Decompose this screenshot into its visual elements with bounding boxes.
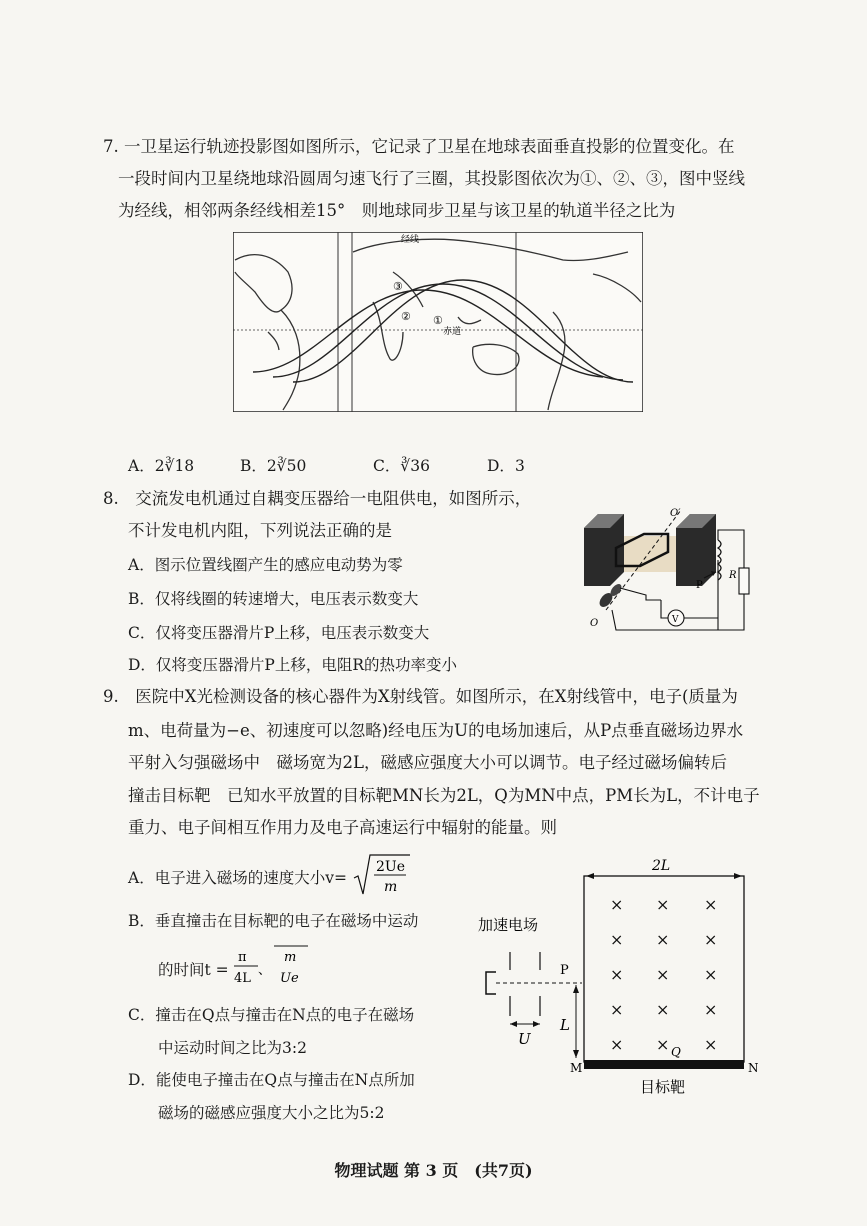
q7-line-2: 一段时间内卫星绕地球沿圆周匀速飞行了三圈，其投影图依次为①、②、③，图中竖线 — [118, 169, 745, 188]
longitude-label: 经线 — [401, 235, 420, 245]
svg-text:×: × — [610, 1000, 624, 1019]
orbit-2-label: ② — [401, 310, 411, 323]
generator-transformer-diagram — [576, 500, 766, 640]
field-crosses — [610, 895, 717, 1054]
q9-line-1: 9. 医院中X光检测设备的核心器件为X射线管。如图所示，在X射线管中，电子(质量为 — [103, 687, 738, 706]
q9-option-b-line-1: B．垂直撞击在目标靶的电子在磁场中运动 — [128, 912, 419, 930]
option-b-m: m — [284, 950, 297, 965]
q7-option-a: A．2∛18 — [128, 457, 195, 475]
satellite-track-map — [233, 232, 643, 412]
page-footer: 物理试题 第 3 页 (共7页) — [334, 1161, 533, 1180]
svg-text:×: × — [704, 1035, 718, 1054]
option-b-ue: Ue — [280, 971, 299, 986]
axis-top-label: O′ — [670, 508, 681, 519]
q9-line-2: m、电荷量为−e、初速度可以忽略)经电压为U的电场加速后，从P点垂直磁场边界水 — [128, 721, 744, 740]
q9-option-c-line-2: 中运动时间之比为3:2 — [158, 1039, 307, 1057]
q7-option-b: B．2∛50 — [240, 457, 307, 475]
resistor-label: R — [729, 570, 737, 581]
q8-option-d: D．仅将变压器滑片P上移，电阻R的热功率变小 — [128, 656, 458, 674]
option-a-numerator: 2Ue — [376, 859, 405, 875]
svg-text:×: × — [610, 895, 624, 914]
point-q-label: Q — [671, 1045, 681, 1059]
accel-field-label: 加速电场 — [478, 916, 539, 934]
q9-line-3: 平射入匀强磁场中 磁场宽为2L，磁感应强度大小可以调节。电子经过磁场偏转后 — [128, 753, 727, 772]
svg-text:×: × — [610, 1035, 624, 1054]
orbit-1-label: ① — [433, 314, 443, 327]
svg-text:×: × — [704, 1000, 718, 1019]
q9-line-4: 撞击目标靶 已知水平放置的目标靶MN长为2L，Q为MN中点，PM长为L，不计电子 — [128, 786, 760, 805]
q9-option-b-prefix: 的时间t = — [158, 961, 229, 979]
option-b-formula — [232, 942, 312, 988]
point-m-label: M — [570, 1061, 583, 1075]
svg-text:×: × — [704, 895, 718, 914]
point-p-label: P — [560, 963, 569, 978]
voltmeter-label: V — [672, 615, 679, 625]
voltage-u-label: U — [518, 1030, 531, 1048]
q9-option-c-line-1: C．撞击在Q点与撞击在N点的电子在磁场 — [128, 1006, 415, 1024]
target-label: 目标靶 — [640, 1078, 686, 1096]
q9-line-5: 重力、电子间相互作用力及电子高速运行中辐射的能量。则 — [128, 818, 557, 837]
length-l-label: L — [560, 1016, 570, 1034]
svg-text:×: × — [704, 965, 718, 984]
option-a-formula — [352, 852, 412, 898]
q8-option-a: A．图示位置线圈产生的感应电动势为零 — [128, 556, 403, 574]
option-b-4l: 4L — [234, 971, 251, 986]
q8-option-c: C．仅将变压器滑片P上移，电压表示数变大 — [128, 624, 430, 642]
orbit-3-label: ③ — [393, 280, 403, 293]
equator-label: 赤道 — [443, 327, 462, 337]
q9-option-a: A．电子进入磁场的速度大小v= — [128, 869, 347, 887]
q7-option-c: C．∛36 — [373, 457, 430, 475]
q9-option-d-line-1: D．能使电子撞击在Q点与撞击在N点所加 — [128, 1071, 415, 1089]
xray-magnetic-field-diagram — [474, 852, 774, 1102]
slider-p-label: P — [696, 580, 703, 591]
q8-line-1: 8. 交流发电机通过自耦变压器给一电阻供电，如图所示， — [103, 489, 532, 508]
point-n-label: N — [748, 1061, 759, 1075]
svg-text:×: × — [656, 965, 670, 984]
svg-text:×: × — [704, 930, 718, 949]
width-label: 2L — [652, 858, 671, 874]
svg-text:×: × — [610, 930, 624, 949]
q7-line-3: 为经线，相邻两条经线相差15° 则地球同步卫星与该卫星的轨道半径之比为 — [118, 201, 676, 220]
option-b-separator: 、 — [258, 963, 272, 978]
q7-line-1: 7. 一卫星运行轨迹投影图如图所示，它记录了卫星在地球表面垂直投影的位置变化。在 — [103, 137, 735, 156]
option-a-denominator: m — [384, 879, 398, 895]
option-b-pi: π — [238, 950, 247, 965]
q9-option-d-line-2: 磁场的磁感应强度大小之比为5:2 — [158, 1104, 385, 1122]
svg-text:×: × — [610, 965, 624, 984]
q8-option-b: B．仅将线圈的转速增大，电压表示数变大 — [128, 590, 419, 608]
svg-text:×: × — [656, 895, 670, 914]
svg-text:×: × — [656, 1035, 670, 1054]
svg-text:×: × — [656, 1000, 670, 1019]
q8-line-2: 不计发电机内阻，下列说法正确的是 — [128, 521, 392, 540]
svg-text:×: × — [656, 930, 670, 949]
q7-option-d: D．3 — [487, 457, 525, 475]
axis-bottom-label: O — [590, 618, 599, 629]
